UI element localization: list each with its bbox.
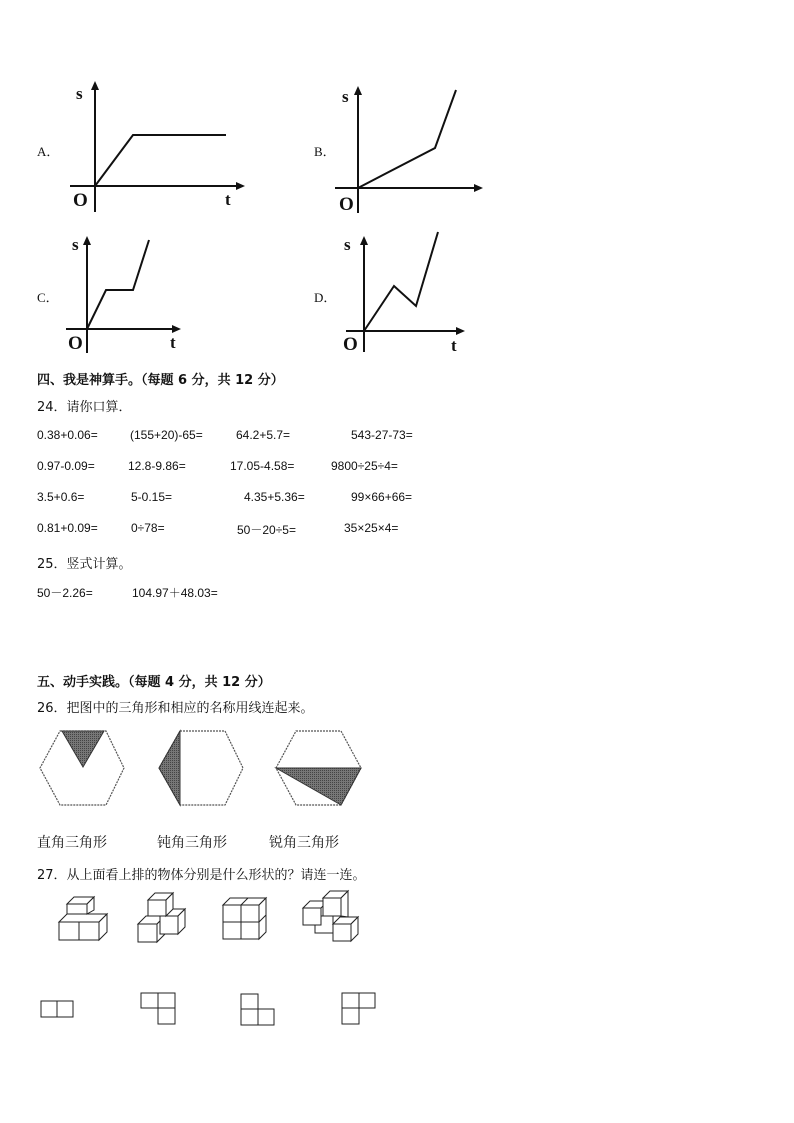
triangle-name-right[interactable]: 直角三角形 (37, 835, 107, 851)
question-24: 24．请你口算． (37, 400, 132, 415)
option-c-label: C． (37, 290, 59, 305)
calc-item: 12.8-9.86= (128, 459, 186, 473)
calc-item: 0.38+0.06= (37, 428, 98, 442)
graph-c-y-label: s (72, 235, 79, 254)
triangle-name-obtuse[interactable]: 钝角三角形 (157, 835, 227, 851)
calc-item: 50－20÷5= (237, 523, 296, 537)
calc-item: (155+20)-65= (130, 428, 203, 442)
graph-b-origin: O (339, 194, 354, 215)
graph-d-origin: O (343, 334, 358, 355)
option-d-label: D． (314, 290, 337, 305)
calc-item: 9800÷25÷4= (331, 459, 398, 473)
calc-item: 4.35+5.36= (244, 490, 305, 504)
graph-c-x-label: t (170, 333, 176, 352)
question-26: 26．把图中的三角形和相应的名称用线连起来。 (37, 701, 314, 716)
calc-item: 0.97-0.09= (37, 459, 95, 473)
triangle-name-acute[interactable]: 锐角三角形 (269, 835, 339, 851)
calc-item: 543-27-73= (351, 428, 413, 442)
vertical-calc-item: 104.97＋48.03= (132, 586, 218, 600)
calc-item: 3.5+0.6= (37, 490, 85, 504)
section4-title: 四、我是神算手。（每题 6 分，共 12 分） (37, 373, 284, 388)
graph-b-y-label: s (342, 87, 349, 106)
top-view-3[interactable] (241, 994, 274, 1025)
section5-title: 五、动手实践。（每题 4 分，共 12 分） (37, 675, 271, 690)
calc-item: 0÷78= (131, 521, 165, 535)
top-view-1[interactable] (41, 1001, 73, 1017)
calc-item: 64.2+5.7= (236, 428, 291, 442)
graph-d-y-label: s (344, 235, 351, 254)
graph-a-origin: O (73, 190, 88, 211)
calc-item: 0.81+0.09= (37, 521, 98, 535)
top-view-2[interactable] (141, 993, 175, 1024)
graph-c-origin: O (68, 333, 83, 354)
graph-d-x-label: t (451, 336, 457, 355)
calc-item: 99×66+66= (351, 490, 413, 504)
question-25: 25．竖式计算。 (37, 557, 132, 572)
calc-item: 5-0.15= (131, 490, 173, 504)
question-27: 27．从上面看上排的物体分别是什么形状的？请连一连。 (37, 868, 366, 883)
vertical-calc-item: 50－2.26= (37, 586, 93, 600)
calc-item: 17.05-4.58= (230, 459, 295, 473)
graph-a-x-label: t (225, 190, 231, 209)
option-b-label: B． (314, 144, 336, 159)
graph-a-y-label: s (76, 84, 83, 103)
calc-item: 35×25×4= (344, 521, 399, 535)
option-a-label: A． (37, 144, 60, 159)
top-view-4[interactable] (342, 993, 375, 1024)
